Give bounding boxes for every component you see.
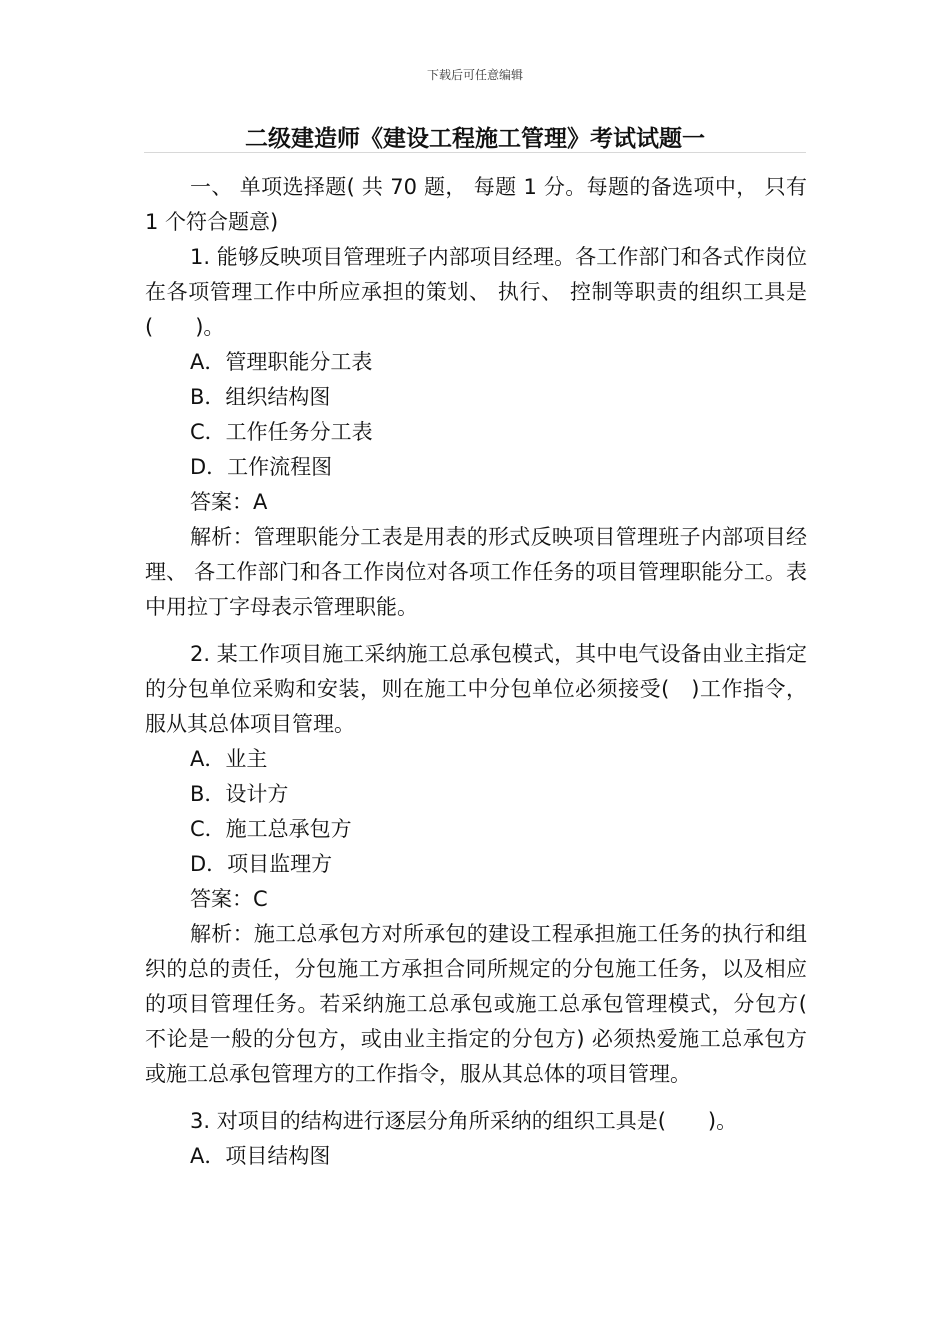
question-2-option-b: B．设计方 [190, 782, 289, 806]
question-2-analysis: 解析：施工总承包方对所承包的建设工程承担施工任务的执行和组织的总的责任，分包施工方承担合同所规定的分包施工任务，以及相应的项目管理任务。若采纳施工总承包或施工总承包管理模式，分包方( 不论是一般的分包方，或由业主指定的分包方) 必须热爱施工总承包方或施工总承包管理方的工作指令，服从其总体的项目管理。 [145, 922, 807, 1086]
title-divider [144, 152, 806, 153]
section-heading: 一、 单项选择题( 共 70 题， 每题 1 分。每题的备选项中， 只有 1 个符合题意) [145, 175, 807, 234]
question-1-answer: 答案：A [190, 490, 268, 514]
question-1-option-a: A．管理职能分工表 [190, 350, 373, 374]
question-1-analysis: 解析：管理职能分工表是用表的形式反映项目管理班子内部项目经理、 各工作部门和各工作岗位对各项工作任务的项目管理职能分工。表中用拉丁字母表示管理职能。 [145, 525, 807, 619]
question-1-option-c: C．工作任务分工表 [190, 420, 373, 444]
paragraph-gap [145, 625, 807, 637]
paragraph-gap [145, 1092, 807, 1104]
question-3-option-a: A．项目结构图 [190, 1144, 331, 1168]
question-2-option-a: A．业主 [190, 747, 268, 771]
question-2-stem: 2. 某工作项目施工采纳施工总承包模式，其中电气设备由业主指定的分包单位采购和安装，则在施工中分包单位必须接受( )工作指令，服从其总体项目管理。 [145, 642, 807, 736]
question-1-option-d: D．工作流程图 [190, 455, 333, 479]
question-2-option-d: D．项目监理方 [190, 852, 333, 876]
question-1-stem: 1. 能够反映项目管理班子内部项目经理。各工作部门和各式作岗位在各项管理工作中所应承担的策划、 执行、 控制等职责的组织工具是( )。 [145, 245, 807, 339]
question-3-stem: 3. 对项目的结构进行逐层分角所采纳的组织工具是( )。 [190, 1109, 738, 1133]
document-title: 二级建造师《建设工程施工管理》考试试题一 [245, 126, 705, 152]
watermark-text: 下载后可任意编辑 [426, 68, 523, 82]
question-2-option-c: C．施工总承包方 [190, 817, 352, 841]
document-body [145, 170, 807, 1174]
question-2-answer: 答案：C [190, 887, 268, 911]
question-1-option-b: B．组织结构图 [190, 385, 331, 409]
